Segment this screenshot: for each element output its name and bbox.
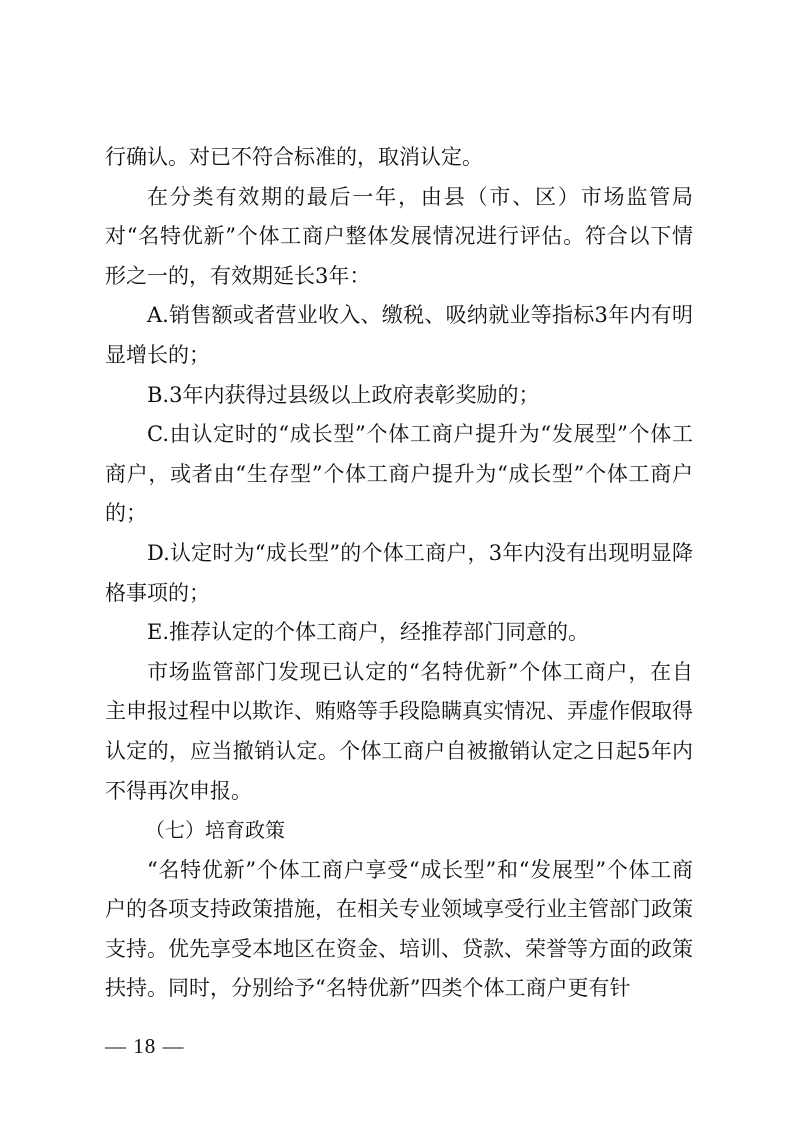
section-heading: （七）培育政策: [145, 818, 285, 843]
paragraph-continuation: 行确认。对已不符合标准的，取消认定。: [105, 145, 483, 169]
paragraph-evaluation: 在分类有效期的最后一年，由县（市、区）市场监管局对“名特优新”个体工商户整体发展情况进行评估。符合以下情形之一的，有效期延长3年：: [105, 184, 693, 288]
paragraph-item-e: E.推荐认定的个体工商户，经推荐部门同意的。: [147, 620, 590, 645]
page-number: — 18 —: [105, 1034, 185, 1058]
paragraph-item-a: A.销售额或者营业收入、缴税、吸纳就业等指标3年内有明显增长的；: [105, 303, 693, 367]
paragraph-revocation: 市场监管部门发现已认定的“名特优新”个体工商户，在自主申报过程中以欺诈、贿赂等手段隐瞒真实情况、弄虚作假取得认定的，应当撤销认定。个体工商户自被撤销认定之日起5年内不得再次申报。: [105, 659, 693, 803]
paragraph-item-c: C.由认定时的“成长型”个体工商户提升为“发展型”个体工商户，或者由“生存型”个体工商户提升为“成长型”个体工商户的；: [105, 422, 693, 526]
paragraph-item-d: D.认定时为“成长型”的个体工商户，3年内没有出现明显降格事项的；: [105, 540, 693, 605]
paragraph-policy: “名特优新”个体工商户享受“成长型”和“发展型”个体工商户的各项支持政策措施，在相关专业领域享受行业主管部门政策支持。优先享受本地区在资金、培训、贷款、荣誉等方面的政策扶持。同时，分别给予“名特优新”四类个体工商户更有针: [105, 857, 693, 1001]
body-text: [105, 138, 693, 1009]
paragraph-item-b: B.3年内获得过县级以上政府表彰奖励的；: [147, 382, 540, 407]
